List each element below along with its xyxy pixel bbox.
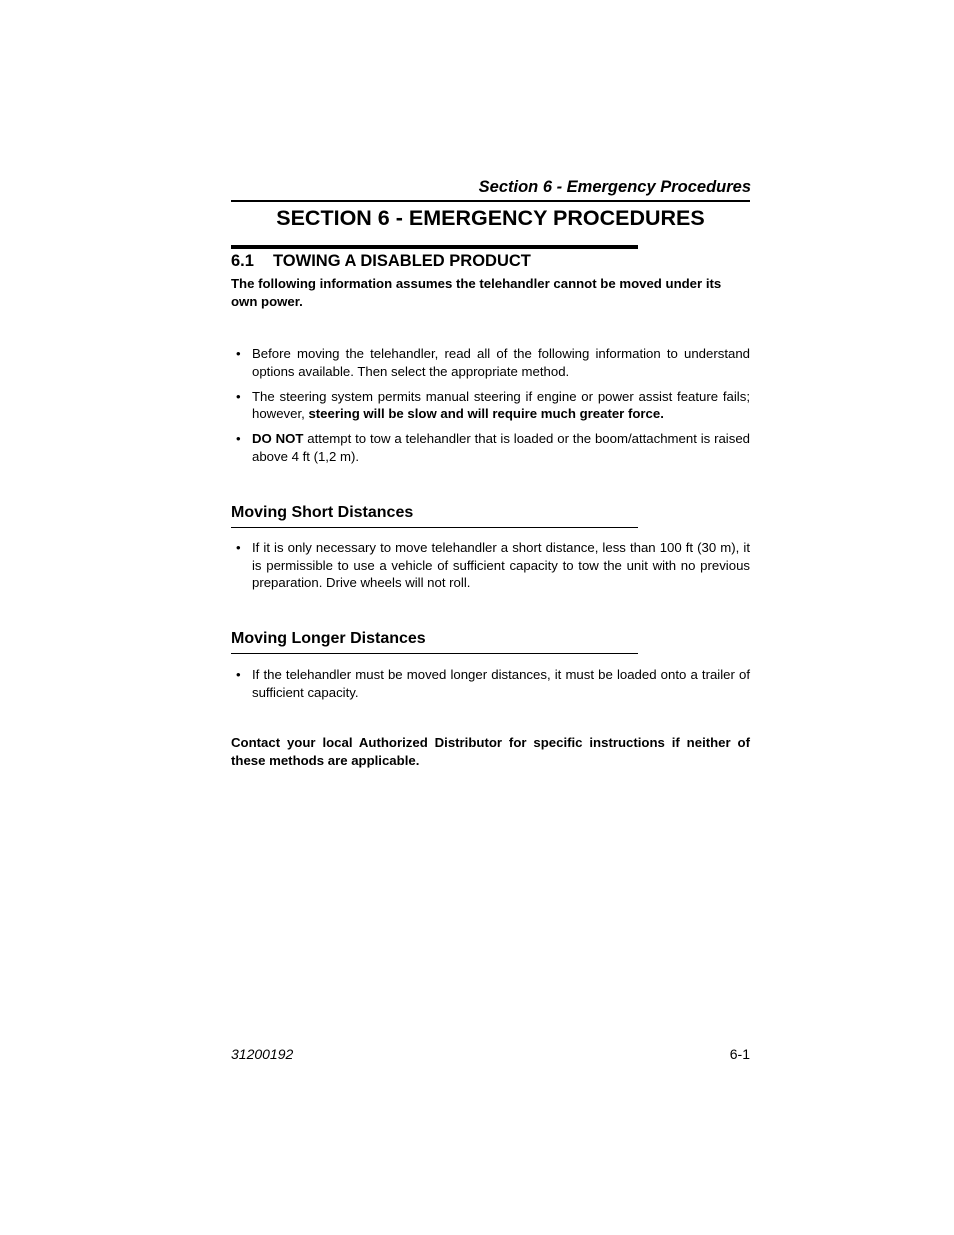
section-title: SECTION 6 - EMERGENCY PROCEDURES xyxy=(276,206,705,230)
subsection-title-text: TOWING A DISABLED PRODUCT xyxy=(273,252,531,270)
document-number: 31200192 xyxy=(231,1046,294,1062)
general-bullet-list xyxy=(231,345,750,473)
closing-note: Contact your local Authorized Distributor for specific instructions if neither of these methods are applicable. xyxy=(231,735,750,768)
subsection-title xyxy=(231,250,531,272)
list-item xyxy=(231,666,750,701)
bullet-text: attempt to tow a telehandler that is loaded or the boom/attachment is raised above 4 ft (1,2 m). xyxy=(252,431,750,464)
short-distances-heading: Moving Short Distances xyxy=(231,503,638,528)
bullet-marker: • xyxy=(236,388,241,404)
bullet-marker: • xyxy=(236,540,241,555)
running-header: Section 6 - Emergency Procedures xyxy=(478,178,751,196)
subsection-number: 6.1 xyxy=(231,252,254,270)
bullet-marker: • xyxy=(236,346,241,361)
bullet-marker: • xyxy=(236,431,241,446)
bullet-emphasis: steering will be slow and will require much greater force. xyxy=(308,406,664,421)
intro-paragraph: The following information assumes the telehandler cannot be moved under its own power. xyxy=(231,276,722,309)
bullet-text: If it is only necessary to move telehandler a short distance, less than 100 ft (30 m), it is permissible to use a vehicle of sufficient capacity to tow the unit with no previous preparation. Drive wheels will not roll. xyxy=(252,540,750,590)
list-item xyxy=(231,388,750,423)
bullet-text: Before moving the telehandler, read all of the following information to understand options available. Then select the appropriate method. xyxy=(252,346,750,379)
bullet-text: If the telehandler must be moved longer distances, it must be loaded onto a trailer of sufficient capacity. xyxy=(252,667,750,700)
list-item xyxy=(231,430,750,465)
bullet-marker: • xyxy=(236,667,241,682)
page-number: 6-1 xyxy=(729,1046,750,1062)
bullet-emphasis: DO NOT xyxy=(252,431,304,446)
list-item xyxy=(231,539,750,592)
header-rule xyxy=(231,200,750,202)
section-rule xyxy=(231,245,638,249)
short-distances-bullet-list xyxy=(231,539,750,599)
list-item xyxy=(231,345,750,380)
bullet-text: The steering system permits manual steering if engine or power assist feature fails; however, xyxy=(252,388,750,421)
longer-distances-bullet-list xyxy=(231,666,750,709)
longer-distances-heading: Moving Longer Distances xyxy=(231,629,638,654)
